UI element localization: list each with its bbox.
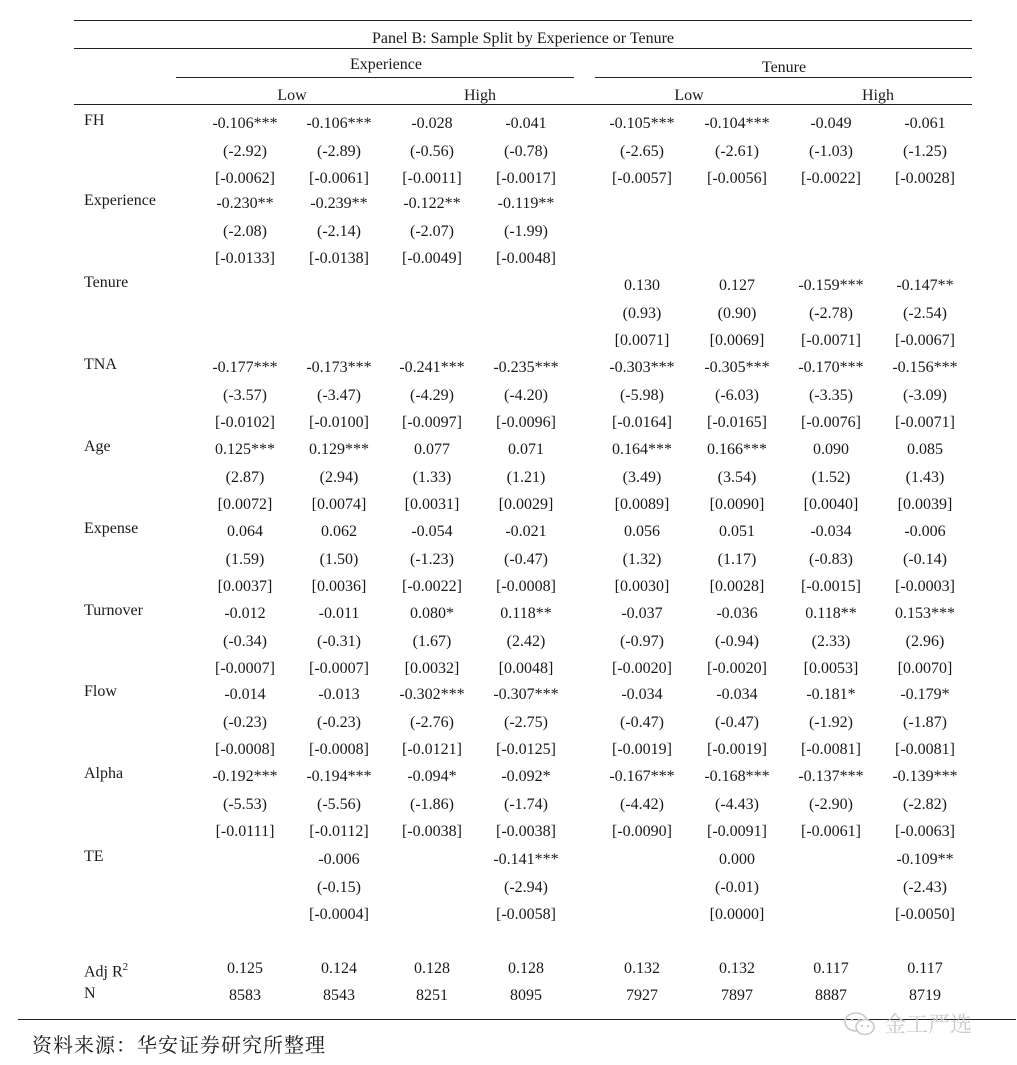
tstat-cell: (-0.47) [620,714,664,731]
coefficient-cell: -0.305*** [704,359,770,376]
tstat-cell: (1.33) [412,469,452,486]
marginal-effect-cell: [-0.0076] [801,414,861,431]
coefficient-cell: 0.153*** [895,605,955,622]
tstat-cell: (-0.14) [903,551,947,568]
stat-label [84,984,96,1004]
tstat-cell: (1.50) [319,551,359,568]
marginal-effect-cell: [0.0030] [614,578,670,595]
marginal-effect-cell: [-0.0081] [895,741,955,758]
marginal-effect-cell: [-0.0138] [309,250,369,267]
coefficient-cell: 0.164*** [612,441,672,458]
tstat-cell: (-0.83) [809,551,853,568]
row-label: Age [84,438,111,455]
stat-cell: 8543 [323,987,355,1004]
marginal-effect-cell: [0.0000] [709,906,765,923]
coefficient-cell: -0.105*** [609,115,675,132]
marginal-effect-cell: [-0.0058] [496,906,556,923]
tstat-cell: (1.52) [811,469,851,486]
tstat-cell: (-1.92) [809,714,853,731]
marginal-effect-cell: [0.0072] [217,496,273,513]
marginal-effect-cell: [-0.0096] [496,414,556,431]
tstat-cell: (-1.74) [504,796,548,813]
tstat-cell: (-0.15) [317,879,361,896]
marginal-effect-cell: [-0.0008] [309,741,369,758]
stat-cell: 8251 [416,987,448,1004]
tstat-cell: (-1.87) [903,714,947,731]
tstat-cell: (2.87) [225,469,265,486]
tstat-cell: (-2.14) [317,223,361,240]
tstat-cell: (2.33) [811,633,851,650]
tstat-cell: (-2.43) [903,879,947,896]
coefficient-cell: -0.179* [900,686,950,703]
row-label: Turnover [84,602,143,619]
coefficient-cell: 0.129*** [309,441,369,458]
coefficient-cell: 0.051 [719,523,755,540]
marginal-effect-cell: [-0.0038] [402,823,462,840]
marginal-effect-cell: [0.0037] [217,578,273,595]
marginal-effect-cell: [0.0071] [614,332,670,349]
tstat-cell: (-2.65) [620,143,664,160]
coefficient-cell: -0.137*** [798,768,864,785]
coefficient-cell: -0.167*** [609,768,675,785]
tstat-cell: (-0.01) [715,879,759,896]
tstat-cell: (-2.90) [809,796,853,813]
stat-cell: 0.128 [414,960,450,977]
stat-cell: 0.125 [227,960,263,977]
tstat-cell: (-3.35) [809,387,853,404]
coefficient-cell: -0.013 [318,686,360,703]
coefficient-cell: 0.125*** [215,441,275,458]
coefficient-cell: -0.139*** [892,768,958,785]
coefficient-cell: -0.173*** [306,359,372,376]
marginal-effect-cell: [-0.0007] [309,660,369,677]
tstat-cell: (-2.61) [715,143,759,160]
watermark [842,1008,972,1039]
tstat-cell: (2.94) [319,469,359,486]
marginal-effect-cell: [0.0069] [709,332,765,349]
tstat-cell: (1.32) [622,551,662,568]
marginal-effect-cell: [-0.0038] [496,823,556,840]
marginal-effect-cell: [0.0048] [498,660,554,677]
panel-title: Panel B: Sample Split by Experience or Tenure [371,30,675,47]
coefficient-cell: -0.054 [411,523,453,540]
marginal-effect-cell: [-0.0164] [612,414,672,431]
coefficient-cell: -0.036 [716,605,758,622]
coefficient-cell: 0.090 [813,441,849,458]
tstat-cell: (2.42) [506,633,546,650]
marginal-effect-cell: [-0.0011] [402,170,462,187]
marginal-effect-cell: [-0.0057] [612,170,672,187]
stat-cell: 0.128 [508,960,544,977]
marginal-effect-cell: [-0.0049] [402,250,462,267]
coefficient-cell: -0.230** [216,195,274,212]
coefficient-cell: -0.011 [318,605,360,622]
marginal-effect-cell: [0.0029] [498,496,554,513]
tstat-cell: (-6.03) [715,387,759,404]
tstat-cell: (-5.56) [317,796,361,813]
marginal-effect-cell: [-0.0090] [612,823,672,840]
tstat-cell: (-3.47) [317,387,361,404]
coefficient-cell: 0.166*** [707,441,767,458]
coefficient-cell: -0.159*** [798,277,864,294]
tstat-cell: (1.17) [717,551,757,568]
coefficient-cell: 0.118** [500,605,552,622]
coefficient-cell: 0.085 [907,441,943,458]
marginal-effect-cell: [0.0032] [404,660,460,677]
marginal-effect-cell: [-0.0019] [612,741,672,758]
marginal-effect-cell: [-0.0022] [402,578,462,595]
tstat-cell: (-0.34) [223,633,267,650]
tstat-cell: (-2.94) [504,879,548,896]
coefficient-cell: -0.307*** [493,686,559,703]
coefficient-cell: -0.168*** [704,768,770,785]
tstat-cell: (-2.89) [317,143,361,160]
subheader-tenure-low: Low [674,87,704,104]
tstat-cell: (3.54) [717,469,757,486]
coefficient-cell: 0.064 [227,523,263,540]
row-label: Experience [84,192,156,209]
tstat-cell: (-2.08) [223,223,267,240]
tstat-cell: (-5.98) [620,387,664,404]
tstat-cell: (1.43) [905,469,945,486]
tstat-cell: (-0.56) [410,143,454,160]
stat-cell: 8719 [909,987,941,1004]
coefficient-cell: 0.127 [719,277,755,294]
stat-cell: 7927 [626,987,658,1004]
coefficient-cell: -0.061 [904,115,946,132]
coefficient-cell: -0.170*** [798,359,864,376]
header-rule [74,104,972,105]
coefficient-cell: -0.034 [621,686,663,703]
tstat-cell: (-1.03) [809,143,853,160]
marginal-effect-cell: [0.0039] [897,496,953,513]
row-label: Expense [84,520,139,537]
row-label: Alpha [84,765,124,782]
stat-cell: 7897 [721,987,753,1004]
coefficient-cell: 0.056 [624,523,660,540]
marginal-effect-cell: [-0.0111] [215,823,275,840]
tstat-cell: (2.96) [905,633,945,650]
tstat-cell: (-1.86) [410,796,454,813]
stat-label-text: N [84,985,96,1002]
stat-cell: 8583 [229,987,261,1004]
tstat-cell: (-2.76) [410,714,454,731]
marginal-effect-cell: [0.0028] [709,578,765,595]
marginal-effect-cell: [-0.0121] [402,741,462,758]
marginal-effect-cell: [-0.0071] [801,332,861,349]
coefficient-cell: -0.049 [810,115,852,132]
marginal-effect-cell: [-0.0056] [707,170,767,187]
subheader-experience-high: High [464,87,496,104]
tstat-cell: (1.21) [506,469,546,486]
tstat-cell: (-1.99) [504,223,548,240]
stat-label-text: Adj R [84,963,123,981]
coefficient-cell: -0.028 [411,115,453,132]
marginal-effect-cell: [-0.0100] [309,414,369,431]
coefficient-cell: -0.034 [810,523,852,540]
coefficient-cell: -0.141*** [493,851,559,868]
stat-cell: 0.124 [321,960,357,977]
coefficient-cell: -0.094* [407,768,457,785]
coefficient-cell: -0.147** [896,277,954,294]
row-label: TE [84,848,104,865]
coefficient-cell: 0.000 [719,851,755,868]
coefficient-cell: -0.037 [621,605,663,622]
tstat-cell: (1.67) [412,633,452,650]
coefficient-cell: -0.041 [505,115,547,132]
coefficient-cell: -0.006 [904,523,946,540]
coefficient-cell: -0.192*** [212,768,278,785]
tstat-cell: (-2.54) [903,305,947,322]
marginal-effect-cell: [-0.0125] [496,741,556,758]
tstat-cell: (-0.94) [715,633,759,650]
coefficient-cell: -0.181* [806,686,856,703]
marginal-effect-cell: [-0.0112] [309,823,369,840]
coefficient-cell: -0.235*** [493,359,559,376]
coefficient-cell: -0.012 [224,605,266,622]
coefficient-cell: -0.303*** [609,359,675,376]
stat-label-superscript: 2 [122,961,129,973]
marginal-effect-cell: [-0.0165] [707,414,767,431]
marginal-effect-cell: [-0.0097] [402,414,462,431]
marginal-effect-cell: [-0.0063] [895,823,955,840]
stat-cell: 8095 [510,987,542,1004]
marginal-effect-cell: [-0.0017] [496,170,556,187]
tstat-cell: (-2.07) [410,223,454,240]
coefficient-cell: -0.109** [896,851,954,868]
marginal-effect-cell: [0.0040] [803,496,859,513]
tstat-cell: (-1.25) [903,143,947,160]
coefficient-cell: -0.119** [497,195,555,212]
group-header-experience: Experience [350,56,422,73]
marginal-effect-cell: [-0.0003] [895,578,955,595]
coefficient-cell: 0.062 [321,523,357,540]
marginal-effect-cell: [0.0053] [803,660,859,677]
coefficient-cell: -0.122** [403,195,461,212]
stat-cell: 0.132 [624,960,660,977]
marginal-effect-cell: [-0.0008] [496,578,556,595]
marginal-effect-cell: [-0.0081] [801,741,861,758]
marginal-effect-cell: [-0.0028] [895,170,955,187]
coefficient-cell: 0.130 [624,277,660,294]
tstat-cell: (-0.23) [223,714,267,731]
marginal-effect-cell: [-0.0048] [496,250,556,267]
tstat-cell: (-1.23) [410,551,454,568]
marginal-effect-cell: [-0.0019] [707,741,767,758]
tstat-cell: (0.90) [717,305,757,322]
marginal-effect-cell: [0.0090] [709,496,765,513]
coefficient-cell: -0.021 [505,523,547,540]
tstat-cell: (-5.53) [223,796,267,813]
marginal-effect-cell: [-0.0067] [895,332,955,349]
marginal-effect-cell: [0.0070] [897,660,953,677]
subheader-experience-low: Low [277,87,307,104]
tstat-cell: (-4.29) [410,387,454,404]
tstat-cell: (-3.57) [223,387,267,404]
marginal-effect-cell: [-0.0061] [309,170,369,187]
tstat-cell: (-0.97) [620,633,664,650]
coefficient-cell: -0.194*** [306,768,372,785]
tstat-cell: (-4.42) [620,796,664,813]
tstat-cell: (-0.31) [317,633,361,650]
marginal-effect-cell: [-0.0015] [801,578,861,595]
tstat-cell: (-3.09) [903,387,947,404]
marginal-effect-cell: [-0.0007] [215,660,275,677]
group-header-tenure: Tenure [761,59,807,76]
marginal-effect-cell: [0.0074] [311,496,367,513]
marginal-effect-cell: [-0.0061] [801,823,861,840]
tstat-cell: (-2.78) [809,305,853,322]
marginal-effect-cell: [-0.0022] [801,170,861,187]
wechat-icon [842,1010,878,1038]
marginal-effect-cell: [-0.0133] [215,250,275,267]
marginal-effect-cell: [-0.0062] [215,170,275,187]
marginal-effect-cell: [-0.0020] [707,660,767,677]
stat-cell: 0.132 [719,960,755,977]
stat-cell: 8887 [815,987,847,1004]
tstat-cell: (1.59) [225,551,265,568]
coefficient-cell: -0.006 [318,851,360,868]
coefficient-cell: 0.118** [805,605,857,622]
coefficient-cell: -0.177*** [212,359,278,376]
coefficient-cell: -0.104*** [704,115,770,132]
marginal-effect-cell: [-0.0004] [309,906,369,923]
coefficient-cell: 0.071 [508,441,544,458]
tstat-cell: (-2.82) [903,796,947,813]
top-rule [74,20,972,21]
tstat-cell: (-0.23) [317,714,361,731]
coefficient-cell: -0.014 [224,686,266,703]
tstat-cell: (-2.92) [223,143,267,160]
stat-cell: 0.117 [813,960,849,977]
marginal-effect-cell: [-0.0102] [215,414,275,431]
marginal-effect-cell: [0.0036] [311,578,367,595]
tstat-cell: (-4.43) [715,796,759,813]
coefficient-cell: -0.241*** [399,359,465,376]
marginal-effect-cell: [0.0089] [614,496,670,513]
marginal-effect-cell: [-0.0008] [215,741,275,758]
marginal-effect-cell: [-0.0020] [612,660,672,677]
coefficient-cell: -0.106*** [212,115,278,132]
tstat-cell: (-0.47) [504,551,548,568]
stat-cell: 0.117 [907,960,943,977]
row-label: Tenure [84,274,129,291]
tstat-cell: (-0.78) [504,143,548,160]
marginal-effect-cell: [-0.0071] [895,414,955,431]
coefficient-cell: 0.077 [414,441,450,458]
row-label: Flow [84,683,117,700]
coefficient-cell: -0.302*** [399,686,465,703]
coefficient-cell: -0.106*** [306,115,372,132]
subheader-tenure-high: High [862,87,894,104]
source-note: 资料来源：华安证券研究所整理 [32,1033,326,1057]
row-label: FH [84,112,105,129]
coefficient-cell: -0.239** [310,195,368,212]
marginal-effect-cell: [-0.0050] [895,906,955,923]
tstat-cell: (0.93) [622,305,662,322]
row-label: TNA [84,356,117,373]
marginal-effect-cell: [0.0031] [404,496,460,513]
marginal-effect-cell: [-0.0091] [707,823,767,840]
tstat-cell: (-0.47) [715,714,759,731]
tstat-cell: (-2.75) [504,714,548,731]
coefficient-cell: -0.034 [716,686,758,703]
tstat-cell: (-4.20) [504,387,548,404]
coefficient-cell: -0.156*** [892,359,958,376]
tstat-cell: (3.49) [622,469,662,486]
experience-rule [176,77,574,78]
coefficient-cell: -0.092* [501,768,551,785]
coefficient-cell: 0.080* [410,605,454,622]
watermark-text: 金工严选 [884,1013,973,1038]
stat-label [84,957,128,982]
